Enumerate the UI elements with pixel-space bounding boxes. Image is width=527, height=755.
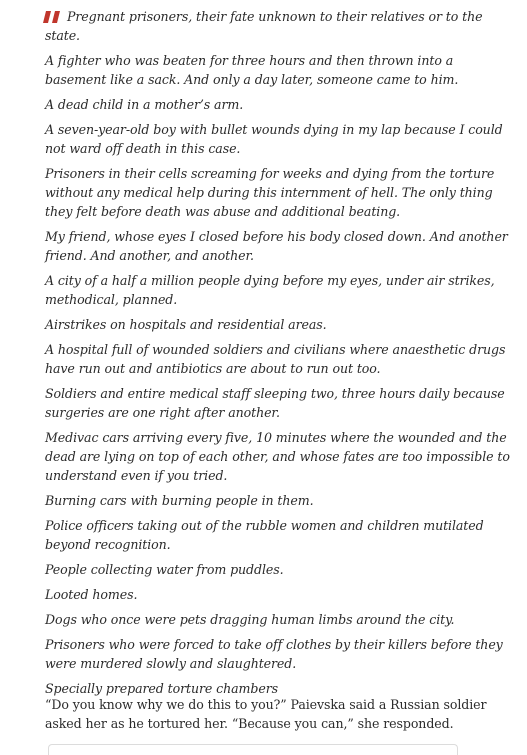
article-paragraph: “Do you know why we do this to you?” Paievska said a Russian soldier asked her as he tortured her. “Because you can,” she responded.: [45, 697, 487, 731]
quote-line: Burning cars with burning people in them.: [45, 493, 314, 508]
quote-line: A seven-year-old boy with bullet wounds dying in my lap because I could not ward off death in this case.: [45, 122, 503, 156]
quote-line: Prisoners in their cells screaming for weeks and dying from the torture without any medical help during this internment of hell. The only thing they felt before death was abuse and additional beating.: [45, 166, 495, 219]
quote-line: A fighter who was beaten for three hours and then thrown into a basement like a sack. And only a day later, someone came to him.: [45, 53, 459, 87]
quote-mark-icon: [43, 11, 61, 23]
quote-line: Pregnant prisoners, their fate unknown to their relatives or to the state.: [45, 9, 483, 43]
quote-line: Prisoners who were forced to take off clothes by their killers before they were murdered slowly and slaughtered.: [45, 637, 503, 671]
quote-line: My friend, whose eyes I closed before his body closed down. And another friend. And another, and another.: [45, 229, 508, 263]
quote-line: Specially prepared torture chambers: [45, 681, 278, 696]
embedded-card[interactable]: [48, 744, 458, 755]
quote-line: A city of a half a million people dying before my eyes, under air strikes, methodical, planned.: [45, 273, 495, 307]
pull-quote: [45, 7, 517, 704]
quote-line: A dead child in a mother’s arm.: [45, 97, 244, 112]
quote-line: Soldiers and entire medical staff sleeping two, three hours daily because surgeries are one right after another.: [45, 386, 505, 420]
quote-line: People collecting water from puddles.: [45, 562, 284, 577]
quote-line: Looted homes.: [45, 587, 138, 602]
quote-line: A hospital full of wounded soldiers and civilians where anaesthetic drugs have run out and antibiotics are about to run out too.: [45, 342, 506, 376]
quote-line: Medivac cars arriving every five, 10 minutes where the wounded and the dead are lying on top of each other, and whose fates are too impossible to understand even if you tried.: [45, 430, 510, 483]
quote-line: Airstrikes on hospitals and residential areas.: [45, 317, 327, 332]
quote-line: Police officers taking out of the rubble women and children mutilated beyond recognition.: [45, 518, 484, 552]
quote-line: Dogs who once were pets dragging human limbs around the city.: [45, 612, 455, 627]
